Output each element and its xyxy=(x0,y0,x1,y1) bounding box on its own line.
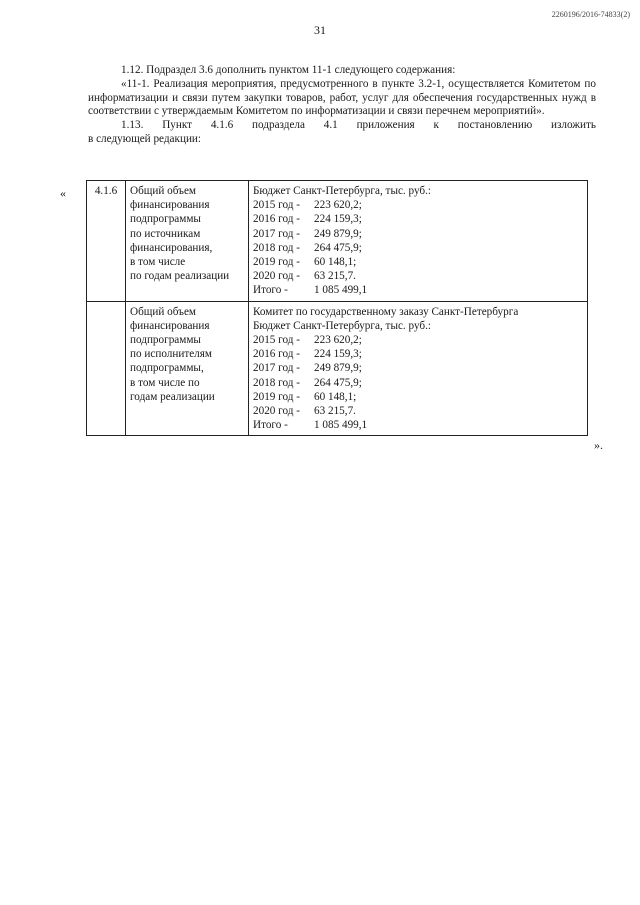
year-line xyxy=(253,376,583,390)
label-line: подпрограммы xyxy=(130,213,201,226)
year-line xyxy=(253,255,583,269)
year-value: 249 879,9; xyxy=(314,362,362,375)
year-value: 249 879,9; xyxy=(314,227,362,240)
year-value: 223 620,2; xyxy=(314,334,362,347)
year-value: 264 475,9; xyxy=(314,376,362,389)
label-line: годам реализации xyxy=(130,390,215,403)
label-line: в том числе xyxy=(130,256,186,269)
opening-quote: « xyxy=(60,186,66,200)
document-code: 2260196/2016-74833(2) xyxy=(551,10,630,19)
year-value: 63 215,7. xyxy=(314,405,356,418)
label-line: по исполнителям xyxy=(130,348,212,361)
year-value: 223 620,2; xyxy=(314,199,362,212)
year-label: 2019 год - xyxy=(253,390,300,403)
paragraph-1-13: 1.13. Пункт 4.1.6 подраздела 4.1 приложения к постановлению изложить xyxy=(121,119,596,132)
total-line xyxy=(253,283,583,297)
year-line xyxy=(253,269,583,283)
program-table xyxy=(86,180,588,436)
year-line xyxy=(253,227,583,241)
closing-quote: ». xyxy=(594,438,603,452)
label-line: Общий объем xyxy=(130,305,196,318)
year-value: 224 159,3; xyxy=(314,213,362,226)
funding-cell xyxy=(249,301,588,436)
funding-cell xyxy=(249,181,588,302)
table-row xyxy=(87,181,588,302)
year-line xyxy=(253,404,583,418)
year-label: 2020 год - xyxy=(253,405,300,418)
year-label: 2019 год - xyxy=(253,256,300,269)
year-label: 2015 год - xyxy=(253,199,300,212)
label-line: в том числе по xyxy=(130,376,200,389)
label-line: по источникам xyxy=(130,227,201,240)
year-line xyxy=(253,347,583,361)
year-label: 2020 год - xyxy=(253,270,300,283)
year-line xyxy=(253,361,583,375)
year-label: 2017 год - xyxy=(253,227,300,240)
total-label: Итого - xyxy=(253,284,288,297)
funding-header: Комитет по государственному заказу Санкт-Петербурга xyxy=(253,305,519,318)
funding-header: Бюджет Санкт-Петербурга, тыс. руб.: xyxy=(253,185,432,197)
label-line: Общий объем xyxy=(130,185,196,197)
year-label: 2017 год - xyxy=(253,362,300,375)
page-number: 31 xyxy=(314,23,326,37)
label-line: финансирования xyxy=(130,199,210,212)
label-cell xyxy=(126,181,249,302)
year-value: 60 148,1; xyxy=(314,256,357,269)
year-line xyxy=(253,212,583,226)
year-line xyxy=(253,390,583,404)
label-line: по годам реализации xyxy=(130,270,230,283)
body-text xyxy=(88,64,596,147)
funding-header: Бюджет Санкт-Петербурга, тыс. руб.: xyxy=(253,319,432,332)
label-line: финансирования xyxy=(130,319,210,332)
paragraph-1-13-tail: в следующей редакции: xyxy=(88,132,202,145)
year-label: 2015 год - xyxy=(253,334,300,347)
total-value: 1 085 499,1 xyxy=(314,284,368,297)
year-value: 60 148,1; xyxy=(314,390,357,403)
total-line xyxy=(253,418,583,432)
year-label: 2018 год - xyxy=(253,241,300,254)
year-value: 63 215,7. xyxy=(314,270,356,283)
label-line: подпрограммы xyxy=(130,334,201,347)
year-value: 264 475,9; xyxy=(314,241,362,254)
label-line: подпрограммы, xyxy=(130,362,204,375)
item-number-cell xyxy=(87,301,126,436)
label-cell xyxy=(126,301,249,436)
year-value: 224 159,3; xyxy=(314,348,362,361)
year-line xyxy=(253,241,583,255)
year-line xyxy=(253,198,583,212)
year-label: 2016 год - xyxy=(253,348,300,361)
paragraph-11-1: «11-1. Реализация мероприятия, предусмотренного в пункте 3.2-1, осуществляется Комитетом по информатизации и связи путем закупки товаров, работ, услуг для обеспечения государственных нужд в соответствии с утверждаемым Комитетом по информатизации и связи перечнем мероприятий». xyxy=(88,77,596,118)
year-line xyxy=(253,333,583,347)
year-label: 2018 год - xyxy=(253,376,300,389)
paragraph-1-12: 1.12. Подраздел 3.6 дополнить пунктом 11-1 следующего содержания: xyxy=(121,64,456,76)
label-line: финансирования, xyxy=(130,241,213,254)
year-label: 2016 год - xyxy=(253,213,300,226)
total-label: Итого - xyxy=(253,419,288,432)
item-number-cell: 4.1.6 xyxy=(87,181,126,302)
table-row xyxy=(87,301,588,436)
total-value: 1 085 499,1 xyxy=(314,419,368,432)
